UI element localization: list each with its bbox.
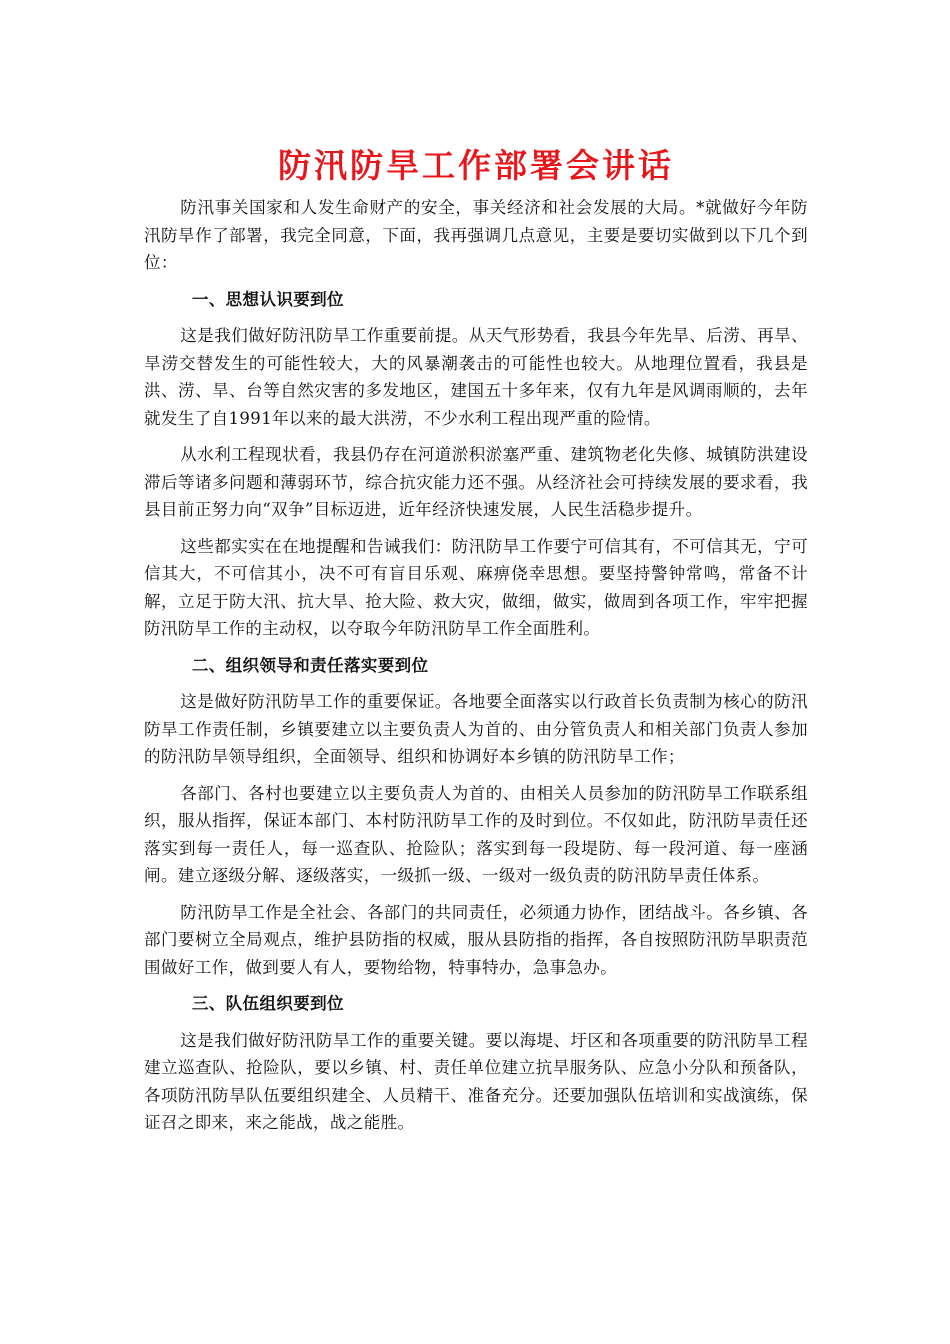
- section-1-paragraph-2: 从水利工程现状看，我县仍存在河道淤积淤塞严重、建筑物老化失修、城镇防洪建设滞后等诸多问题和薄弱环节，综合抗灾能力还不强。从经济社会可持续发展的要求看，我县目前正努力向“双争”目标迈进，近年经济快速发展，人民生活稳步提升。: [144, 445, 808, 519]
- section-2-heading: 二、组织领导和责任落实要到位: [191, 655, 429, 675]
- section-2-paragraph-3: 防汛防旱工作是全社会、各部门的共同责任，必须通力协作，团结战斗。各乡镇、各部门要树立全局观点，维护县防指的权威，服从县防指的指挥，各自按照防汛防旱职责范围做好工作，做到要人有人，要物给物，特事特办，急事急办。: [144, 902, 808, 977]
- section-2-paragraph-2: 各部门、各村也要建立以主要负责人为首的、由相关人员参加的防汛防旱工作联系组织，服从指挥，保证本部门、本村防汛防旱工作的及时到位。不仅如此，防汛防旱责任还落实到每一责任人，每一巡查队、抢险队；落实到每一段堤防、每一段河道、每一座涵闸。建立逐级分解、逐级落实，一级抓一级、一级对一级负责的防汛防旱责任体系。: [144, 783, 808, 885]
- section-1-heading: 一、思想认识要到位: [191, 289, 344, 309]
- section-3-paragraph-1: 这是我们做好防汛防旱工作的重要关键。要以海堤、圩区和各项重要的防汛防旱工程建立巡查队、抢险队，要以乡镇、村、责任单位建立抗旱服务队、应急小分队和预备队，各项防汛防旱队伍要组织建全、人员精干、准备充分。还要加强队伍培训和实战演练，保证召之即来，来之能战，战之能胜。: [144, 1030, 808, 1132]
- section-2-paragraph-1: 这是做好防汛防旱工作的重要保证。各地要全面落实以行政首长负责制为核心的防汛防旱工作责任制，乡镇要建立以主要负责人为首的、由分管负责人和相关部门负责人参加的防汛防旱领导组织，全面领导、组织和协调好本乡镇的防汛防旱工作；: [144, 692, 808, 766]
- section-1-paragraph-3: 这些都实实在在地提醒和告诫我们：防汛防旱工作要宁可信其有，不可信其无，宁可信其大，不可信其小，决不可有盲目乐观、麻痹侥幸思想。要坚持警钟常鸣，常备不计解，立足于防大汛、抗大旱、抢大险、救大灾，做细，做实，做周到各项工作，牢牢把握防汛防旱工作的主动权，以夺取今年防汛防旱工作全面胜利。: [144, 536, 808, 638]
- document-title: 防汛防旱工作部署会讲话: [278, 146, 674, 185]
- section-3-heading: 三、队伍组织要到位: [191, 994, 344, 1013]
- document-page: [144, 128, 808, 1146]
- section-1-paragraph-1: 这是我们做好防汛防旱工作重要前提。从天气形势看，我县今年先旱、后涝、再旱、旱涝交替发生的可能性较大，大的风暴潮袭击的可能性也较大。从地理位置看，我县是洪、涝、旱、台等自然灾害的多发地区，建国五十多年来，仅有九年是风调雨顺的，去年就发生了自1991年以来的最大洪涝，不少水利工程出现严重的险情。: [144, 326, 808, 428]
- intro-paragraph: 防汛事关国家和人发生命财产的安全，事关经济和社会发展的大局。*就做好今年防汛防旱作了部署，我完全同意，下面，我再强调几点意见，主要是要切实做到以下几个到位：: [144, 198, 808, 272]
